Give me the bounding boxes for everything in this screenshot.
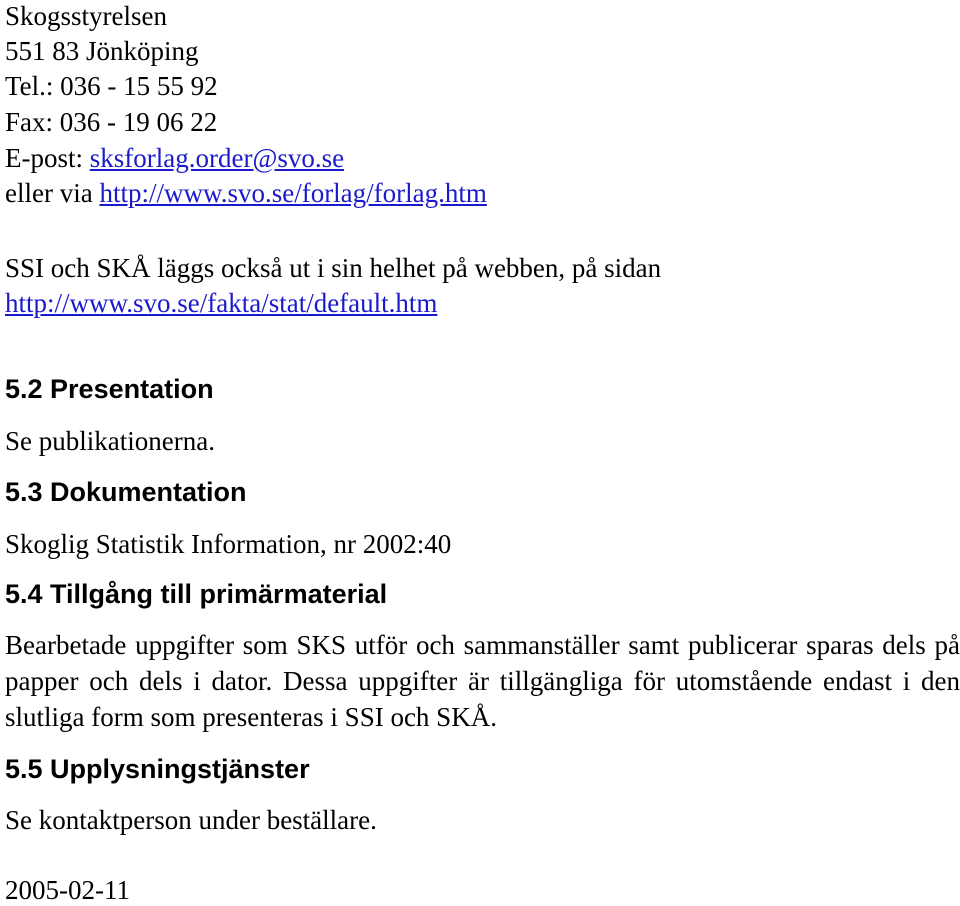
section-5-3-heading: 5.3 Dokumentation bbox=[5, 477, 247, 507]
fax: Fax: 036 - 19 06 22 bbox=[5, 107, 218, 137]
statistics-link[interactable]: http://www.svo.se/fakta/stat/default.htm bbox=[5, 288, 438, 318]
email-line bbox=[5, 145, 344, 172]
web-line bbox=[5, 180, 487, 207]
web-note-text: SSI och SKÅ läggs också ut i sin helhet på webben, på sidan bbox=[5, 253, 662, 283]
org-name: Skogsstyrelsen bbox=[5, 1, 167, 31]
section-5-2-heading: 5.2 Presentation bbox=[5, 374, 214, 404]
document-date: 2005-02-11 bbox=[5, 875, 130, 905]
section-5-5-heading: 5.5 Upplysningstjänster bbox=[5, 754, 310, 784]
postal-address: 551 83 Jönköping bbox=[5, 36, 199, 66]
telephone: Tel.: 036 - 15 55 92 bbox=[5, 71, 218, 101]
email-label: E-post: bbox=[5, 143, 90, 173]
section-5-5-body: Se kontaktperson under beställare. bbox=[5, 805, 377, 835]
section-5-2-body: Se publikationerna. bbox=[5, 426, 215, 456]
section-5-4-body: Bearbetade uppgifter som SKS utför och sammanställer samt publicerar sparas dels på papper och dels i dator. Dessa uppgifter är tillgängliga för utomstående endast i den slutliga form som presenteras i SSI och SKÅ. bbox=[5, 630, 960, 732]
web-note-link-line bbox=[5, 290, 437, 317]
forlag-link[interactable]: http://www.svo.se/forlag/forlag.htm bbox=[99, 178, 487, 208]
section-5-3-body: Skoglig Statistik Information, nr 2002:40 bbox=[5, 529, 452, 559]
web-label: eller via bbox=[5, 178, 100, 208]
email-link[interactable]: sksforlag.order@svo.se bbox=[89, 143, 345, 173]
section-5-4-heading: 5.4 Tillgång till primärmaterial bbox=[5, 579, 388, 609]
